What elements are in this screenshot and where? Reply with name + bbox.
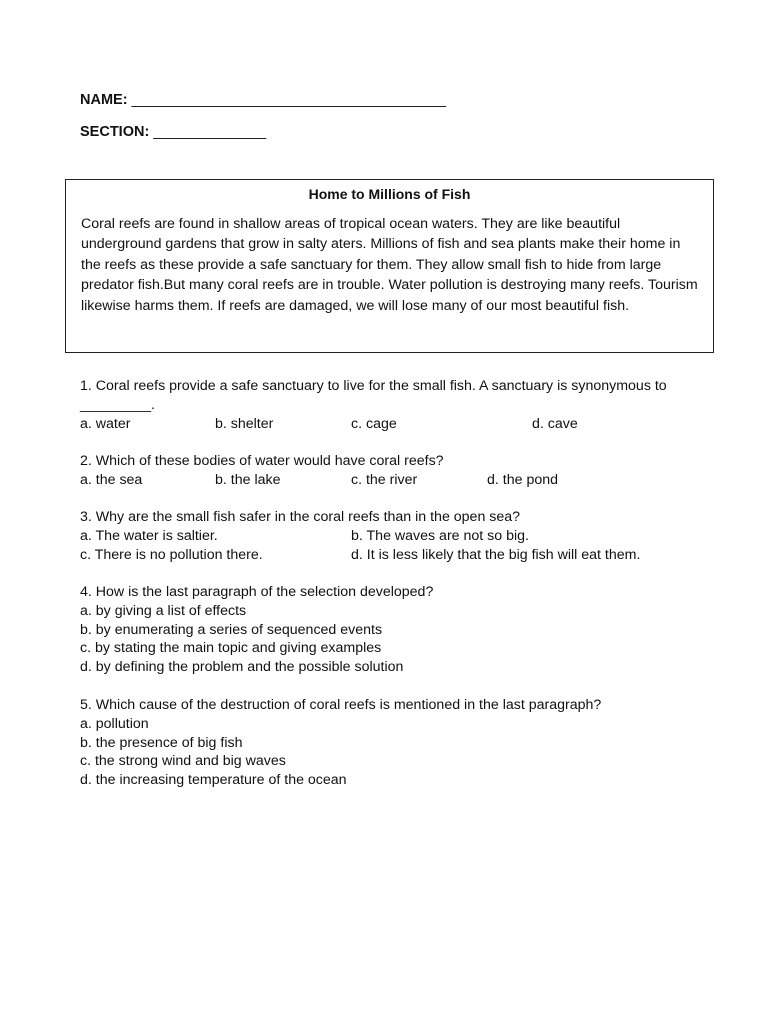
passage-title: Home to Millions of Fish [308, 186, 471, 202]
question-4-text: 4. How is the last paragraph of the selection developed? [80, 584, 434, 600]
section-label: SECTION: [80, 124, 150, 140]
question-5-option-d[interactable]: d. the increasing temperature of the ocean [80, 772, 347, 788]
question-1-option-c[interactable]: c. cage [351, 416, 397, 432]
name-blank[interactable]: _______________________________________ [131, 92, 447, 108]
question-5-text: 5. Which cause of the destruction of coral reefs is mentioned in the last paragraph? [80, 697, 602, 713]
question-4-option-a[interactable]: a. by giving a list of effects [80, 603, 247, 619]
question-1-option-a[interactable]: a. water [80, 416, 131, 432]
question-4-option-b[interactable]: b. by enumerating a series of sequenced events [80, 622, 383, 638]
question-1-option-d[interactable]: d. cave [532, 416, 578, 432]
question-2-option-d[interactable]: d. the pond [487, 472, 558, 488]
passage-body: Coral reefs are found in shallow areas of tropical ocean waters. They are like beautiful underground gardens that grow in salty aters. Millions of fish and sea plants make their home in the reefs as these provide a safe sanctuary for them. They allow small fish to hide from large predator fish.But many coral reefs are in trouble. Water pollution is destroying many reefs. Tourism likewise harms them. If reefs are damaged, we will lose many of our most beautiful fish. [81, 216, 698, 314]
section-field [80, 124, 266, 140]
section-blank[interactable]: ______________ [153, 124, 267, 140]
question-3-text: 3. Why are the small fish safer in the coral reefs than in the open sea? [80, 509, 521, 525]
question-3-option-b[interactable]: b. The waves are not so big. [351, 528, 529, 544]
question-1-text: 1. Coral reefs provide a safe sanctuary to live for the small fish. A sanctuary is synonymous to _________. [80, 378, 667, 413]
question-1-option-b[interactable]: b. shelter [215, 416, 274, 432]
question-5-option-c[interactable]: c. the strong wind and big waves [80, 753, 286, 769]
question-2-option-b[interactable]: b. the lake [215, 472, 281, 488]
question-3-option-a[interactable]: a. The water is saltier. [80, 528, 218, 544]
question-2-option-c[interactable]: c. the river [351, 472, 418, 488]
question-5-option-a[interactable]: a. pollution [80, 716, 149, 732]
question-4-option-d[interactable]: d. by defining the problem and the possible solution [80, 659, 404, 675]
question-2-option-a[interactable]: a. the sea [80, 472, 143, 488]
name-field [80, 92, 446, 108]
question-4-option-c[interactable]: c. by stating the main topic and giving examples [80, 640, 382, 656]
question-3-option-c[interactable]: c. There is no pollution there. [80, 547, 263, 563]
question-3-option-d[interactable]: d. It is less likely that the big fish will eat them. [351, 547, 641, 563]
question-5-option-b[interactable]: b. the presence of big fish [80, 735, 243, 751]
question-2-text: 2. Which of these bodies of water would have coral reefs? [80, 453, 444, 469]
name-label: NAME: [80, 92, 128, 108]
passage-box [65, 179, 714, 353]
